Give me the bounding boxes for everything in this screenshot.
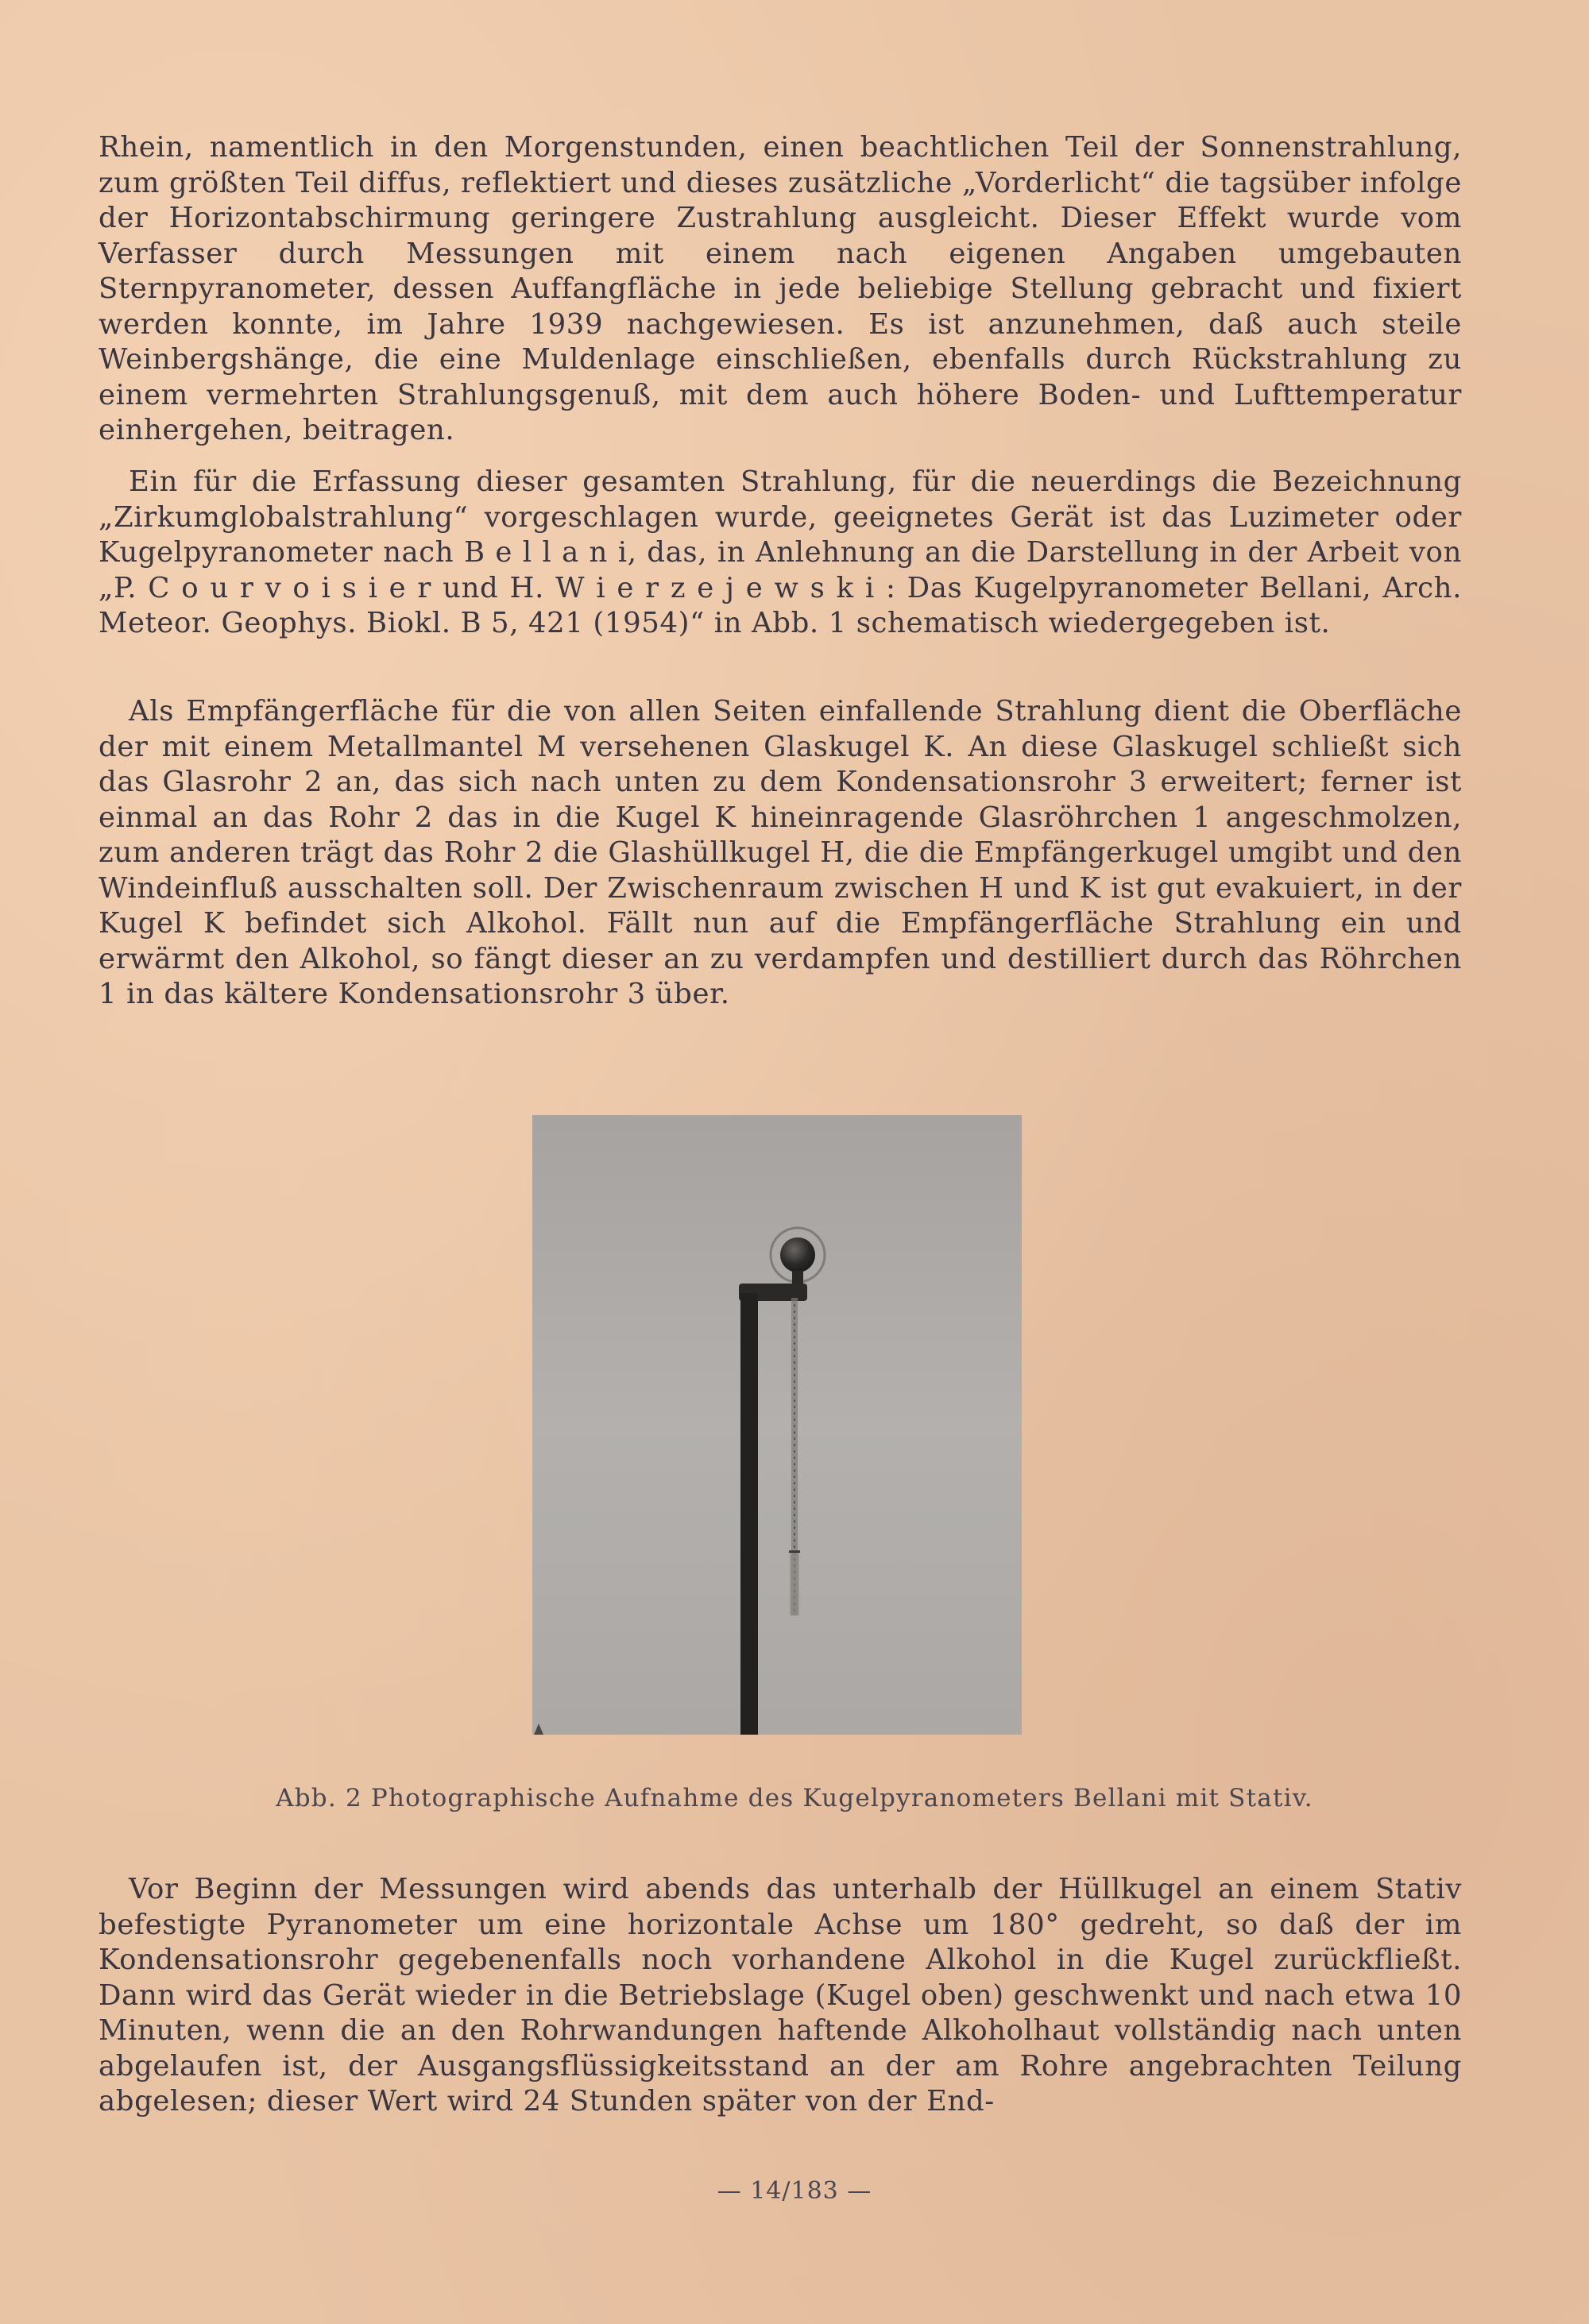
photo-background xyxy=(532,1115,1022,1735)
page-number: — 14/183 — xyxy=(717,2177,872,2205)
figure-caption: Abb. 2 Photographische Aufnahme des Kugelpyranometers Bellani mit Stativ. xyxy=(276,1784,1313,1812)
paragraph-zirkumglobalstrahlung: Ein für die Erfassung dieser gesamten Strahlung, für die neuerdings die Bezeichnung „Zirkumglobalstrahlung“ vorgeschlagen wurde, geeignetes Gerät ist das Luzimeter oder Kugelpyranometer nach B e l l a n i, das, in Anlehnung an die Darstellung in der Arbeit von „P. C o u r v o i s i e r und H. W i e r z e j e w s k i : Das Kugelpyranometer Bellani, Arch. Meteor. Geophys. Biokl. B 5, 421 (1954)“ in Abb. 1 schematisch wiedergegeben ist. xyxy=(99,465,1462,639)
paragraph-empfaengerflaeche: Als Empfängerfläche für die von allen Seiten einfallende Strahlung dient die Oberfläche der mit einem Metallmantel M versehenen Glaskugel K. An diese Glaskugel schließt sich das Glasrohr 2 an, das sich nach unten zu dem Kondensationsrohr 3 erweitert; ferner ist einmal an das Rohr 2 das in die Kugel K hineinragende Glasröhrchen 1 angeschmolzen, zum anderen trägt das Rohr 2 die Glashüllkugel H, die die Empfängerkugel umgibt und den Windeinfluß ausschalten soll. Der Zwischenraum zwischen H und K ist gut evakuiert, in der Kugel K befindet sich Alkohol. Fällt nun auf die Empfängerfläche Strahlung ein und erwärmt den Alkohol, so fängt dieser an zu verdampfen und destilliert durch das Röhrchen 1 in das kältere Kondensationsrohr 3 über. xyxy=(99,695,1462,1010)
stand-pole xyxy=(740,1293,758,1735)
condensation-tube xyxy=(790,1552,799,1616)
paragraph-rhein-reflection: Rhein, namentlich in den Morgenstunden, einen beachtlichen Teil der Sonnenstrahlung, zum größten Teil diffus, reflektiert und dieses zusätzliche „Vorderlicht“ die tagsüber infolge der Horizontabschirmung geringere Zustrahlung ausgleicht. Dieser Effekt wurde vom Verfasser durch Messungen mit einem nach eigenen Angaben umgebauten Sternpyranometer, dessen Auffangfläche in jede beliebige Stellung gebracht und fixiert werden konnte, im Jahre 1939 nachgewiesen. Es ist anzunehmen, daß auch steile Weinbergshänge, die eine Muldenlage einschließen, ebenfalls durch Rückstrahlung zu einem vermehrten Strahlungsgenuß, mit dem auch höhere Boden- und Lufttemperatur einhergehen, beitragen. xyxy=(99,131,1462,446)
pyranometer-photo xyxy=(532,1115,1022,1735)
receiver-sphere xyxy=(780,1237,815,1272)
liquid-level-mark xyxy=(789,1550,800,1553)
paragraph-messbeginn: Vor Beginn der Messungen wird abends das unterhalb der Hüllkugel an einem Stativ befestigte Pyranometer um eine horizontale Achse um 180° gedreht, so daß der im Kondensationsrohr gegebenenfalls noch vorhandene Alkohol in die Kugel zurückfließt. Dann wird das Gerät wieder in die Betriebslage (Kugel oben) geschwenkt und nach etwa 10 Minuten, wenn die an den Rohrwandungen haftende Alkoholhaut vollständig nach unten abgelaufen ist, der Ausgangsflüssigkeitsstand an der am Rohre angebrachten Teilung abgelesen; dieser Wert wird 24 Stunden später von der End- xyxy=(99,1873,1462,2117)
pyranometer-illustration xyxy=(532,1115,1022,1735)
